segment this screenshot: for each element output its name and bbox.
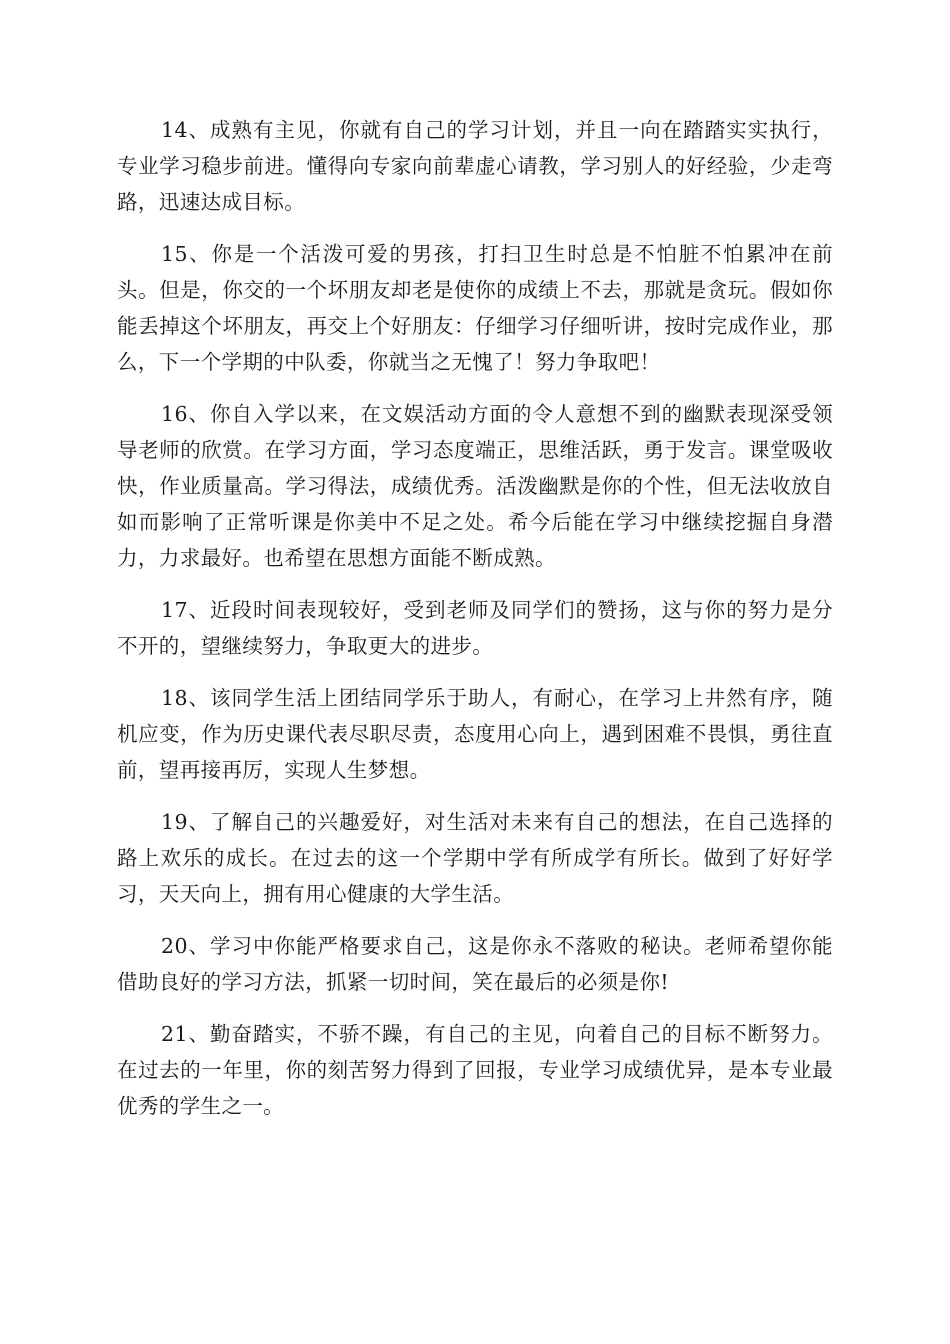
- paragraph-20: 20、学习中你能严格要求自己，这是你永不落败的秘诀。老师希望你能借助良好的学习方法，抓紧一切时间，笑在最后的必须是你!: [117, 934, 833, 994]
- document-body: [117, 112, 833, 1140]
- paragraph-17: 17、近段时间表现较好，受到老师及同学们的赞扬，这与你的努力是分不开的，望继续努力，争取更大的进步。: [117, 598, 833, 658]
- paragraph-14: 14、成熟有主见，你就有自己的学习计划，并且一向在踏踏实实执行，专业学习稳步前进。懂得向专家向前辈虚心请教，学习别人的好经验，少走弯路，迅速达成目标。: [117, 118, 833, 214]
- paragraph-18: 18、该同学生活上团结同学乐于助人，有耐心，在学习上井然有序，随机应变，作为历史课代表尽职尽责，态度用心向上，遇到困难不畏惧，勇往直前，望再接再厉，实现人生梦想。: [117, 686, 833, 782]
- paragraph-15: 15、你是一个活泼可爱的男孩，打扫卫生时总是不怕脏不怕累冲在前头。但是，你交的一个坏朋友却老是使你的成绩上不去，那就是贪玩。假如你能丢掉这个坏朋友，再交上个好朋友：仔细学习仔细听讲，按时完成作业，那么，下一个学期的中队委，你就当之无愧了！努力争取吧！: [117, 242, 833, 374]
- paragraph-21: 21、勤奋踏实，不骄不躁，有自己的主见，向着自己的目标不断努力。在过去的一年里，你的刻苦努力得到了回报，专业学习成绩优异，是本专业最优秀的学生之一。: [117, 1022, 833, 1118]
- paragraph-16: 16、你自入学以来，在文娱活动方面的令人意想不到的幽默表现深受领导老师的欣赏。在学习方面，学习态度端正，思维活跃，勇于发言。课堂吸收快，作业质量高。学习得法，成绩优秀。活泼幽默是你的个性，但无法收放自如而影响了正常听课是你美中不足之处。希今后能在学习中继续挖掘自身潜力，力求最好。也希望在思想方面能不断成熟。: [117, 402, 833, 570]
- paragraph-19: 19、了解自己的兴趣爱好，对生活对未来有自己的想法，在自己选择的路上欢乐的成长。在过去的这一个学期中学有所成学有所长。做到了好好学习，天天向上，拥有用心健康的大学生活。: [117, 810, 833, 906]
